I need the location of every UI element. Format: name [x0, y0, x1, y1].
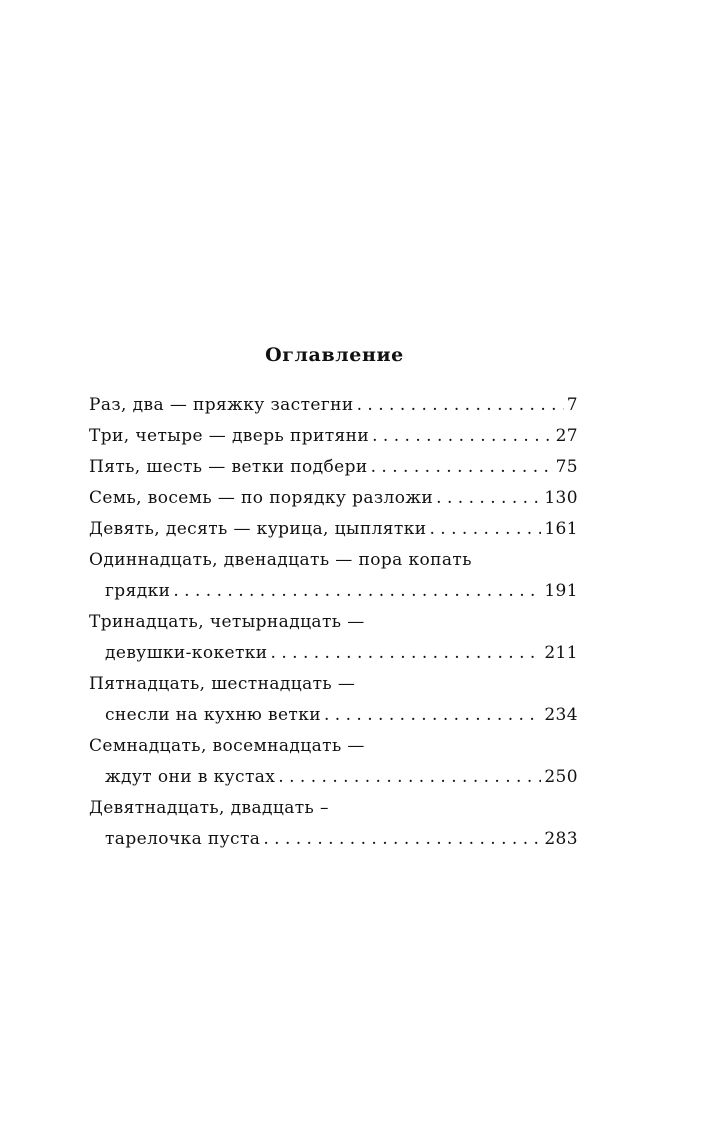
dot-leader [429, 514, 541, 545]
toc-entry-title-continuation: девушки-кокетки [105, 643, 268, 663]
toc-line-continuation [89, 762, 578, 793]
toc-entry-title: Семь, восемь — по порядку разложи [89, 488, 434, 508]
toc-line [89, 483, 578, 514]
toc-line-continuation [89, 700, 578, 731]
toc-line-continuation [89, 638, 578, 669]
toc-entry-title-continuation: тарелочка пуста [105, 829, 261, 849]
toc-entry-title: Девятнадцать, двадцать – [89, 798, 329, 818]
toc-entry [89, 669, 578, 731]
toc-page-number: 130 [544, 488, 578, 508]
toc-entry [89, 483, 578, 514]
toc-page-number: 7 [566, 395, 578, 415]
toc-line [89, 514, 578, 545]
dot-leader [371, 452, 553, 483]
toc-entry [89, 514, 578, 545]
toc-entry-title: Девять, десять — курица, цыплятки [89, 519, 427, 539]
toc-line [89, 793, 578, 824]
toc-entry [89, 421, 578, 452]
dot-leader [372, 421, 552, 452]
toc-page-number: 191 [544, 581, 578, 601]
toc-entry-title: Пять, шесть — ветки подбери [89, 457, 368, 477]
toc-line [89, 452, 578, 483]
toc-line [89, 731, 578, 762]
toc-line [89, 607, 578, 638]
toc-page-number: 27 [555, 426, 578, 446]
toc-page-number: 75 [555, 457, 578, 477]
toc-entry [89, 793, 578, 855]
toc-line-continuation [89, 576, 578, 607]
toc-entry-title-continuation: ждут они в кустах [105, 767, 276, 787]
dot-leader [324, 700, 541, 731]
toc-entry-title: Пятнадцать, шестнадцать — [89, 674, 356, 694]
toc-page-number: 211 [544, 643, 578, 663]
toc-line [89, 545, 578, 576]
toc-entry [89, 452, 578, 483]
toc-entry-title: Раз, два — пряжку застегни [89, 395, 354, 415]
dot-leader [436, 483, 541, 514]
toc-entry-title-continuation: снесли на кухню ветки [105, 705, 321, 725]
toc-entry [89, 390, 578, 421]
toc-page-number: 234 [544, 705, 578, 725]
toc-entry-title-continuation: грядки [105, 581, 171, 601]
table-of-contents [89, 390, 578, 855]
toc-entry [89, 607, 578, 669]
toc-page-number: 161 [544, 519, 578, 539]
toc-entry-title: Одиннадцать, двенадцать — пора копать [89, 550, 472, 570]
toc-line-continuation [89, 824, 578, 855]
toc-line [89, 390, 578, 421]
toc-entry [89, 545, 578, 607]
toc-entry-title: Тринадцать, четырнадцать — [89, 612, 365, 632]
dot-leader [278, 762, 541, 793]
toc-page-number: 250 [544, 767, 578, 787]
dot-leader [263, 824, 541, 855]
toc-entry [89, 731, 578, 793]
toc-line [89, 421, 578, 452]
toc-line [89, 669, 578, 700]
toc-title: Оглавление [265, 344, 404, 366]
dot-leader [173, 576, 541, 607]
toc-entry-title: Семнадцать, восемнадцать — [89, 736, 365, 756]
toc-entry-title: Три, четыре — дверь притяни [89, 426, 370, 446]
dot-leader [357, 390, 564, 421]
dot-leader [271, 638, 542, 669]
toc-page-number: 283 [544, 829, 578, 849]
